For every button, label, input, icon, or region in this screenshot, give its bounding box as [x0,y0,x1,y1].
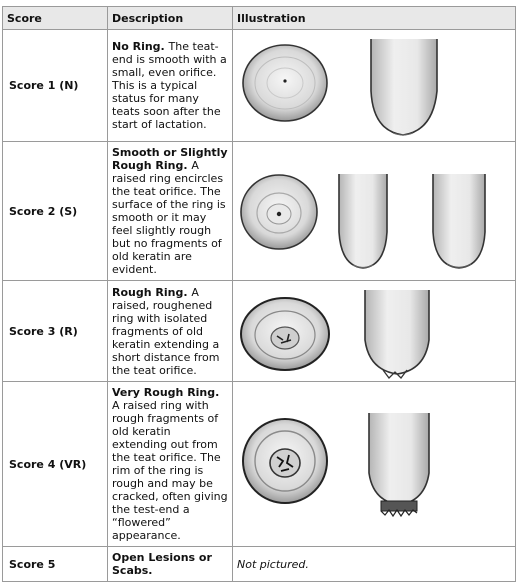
score-label: Score 2 (S) [3,142,108,281]
score-label: Score 5 [3,547,108,582]
teat-end-top-view [241,298,329,370]
teat-side-view [365,290,429,378]
score-description [108,30,233,142]
score-label: Score 3 (R) [3,281,108,382]
table-row [3,142,516,281]
description-title: No Ring. [112,40,169,53]
teat-side-view [371,39,437,135]
header-score: Score [3,7,108,30]
table-row [3,30,516,142]
teat-side-view [369,413,429,516]
header-row [3,7,516,30]
description-title: Rough Ring. [112,285,192,299]
not-pictured-note: Not pictured. [237,557,309,571]
illustration-cell [233,547,516,582]
table-row [3,382,516,547]
teat-end-illustration [233,282,513,381]
description-title: Smooth or Slightly Rough Ring. [112,146,228,172]
score-description [108,547,233,582]
teat-end-illustration [233,31,513,141]
teat-score-table [2,6,516,582]
table-row [3,281,516,382]
teat-side-view-alt [433,174,485,268]
score-description [108,142,233,281]
score-description [108,281,233,382]
teat-end-top-view [241,175,317,249]
score-description [108,382,233,547]
description-text: A raised, roughened ring with isolated fragments of old keratin extending a short distance from the teat orifice. [112,285,220,377]
teat-end-top-view [243,419,327,503]
score-label: Score 1 (N) [3,30,108,142]
teat-end-illustration [233,383,513,545]
header-description: Description [108,7,233,30]
illustration-cell [233,30,516,142]
teat-side-view [339,174,387,268]
description-text: A raised ring with rough fragments of old keratin extending out from the teat orifice. The rim of the ring is rough and may be cracked, often giving the test-end a “flowered” appearance. [112,399,228,542]
illustration-cell [233,382,516,547]
score-label: Score 4 (VR) [3,382,108,547]
table-row [3,547,516,582]
teat-score-table-container [2,6,516,582]
teat-end-top-view [243,45,327,121]
header-illustration: Illustration [233,7,516,30]
description-title: Open Lesions or Scabs. [112,551,212,577]
description-text: A raised ring encircles the teat orifice. The surface of the ring is smooth or it may feel slightly rough but no fragments of old keratin are evident. [112,159,226,276]
description-text: The teat-end is smooth with a small, even orifice. This is a typical status for many teats soon after the start of lactation. [112,40,227,131]
description-title: Very Rough Ring. [112,386,220,399]
teat-end-illustration [233,144,513,278]
illustration-cell [233,281,516,382]
illustration-cell [233,142,516,281]
